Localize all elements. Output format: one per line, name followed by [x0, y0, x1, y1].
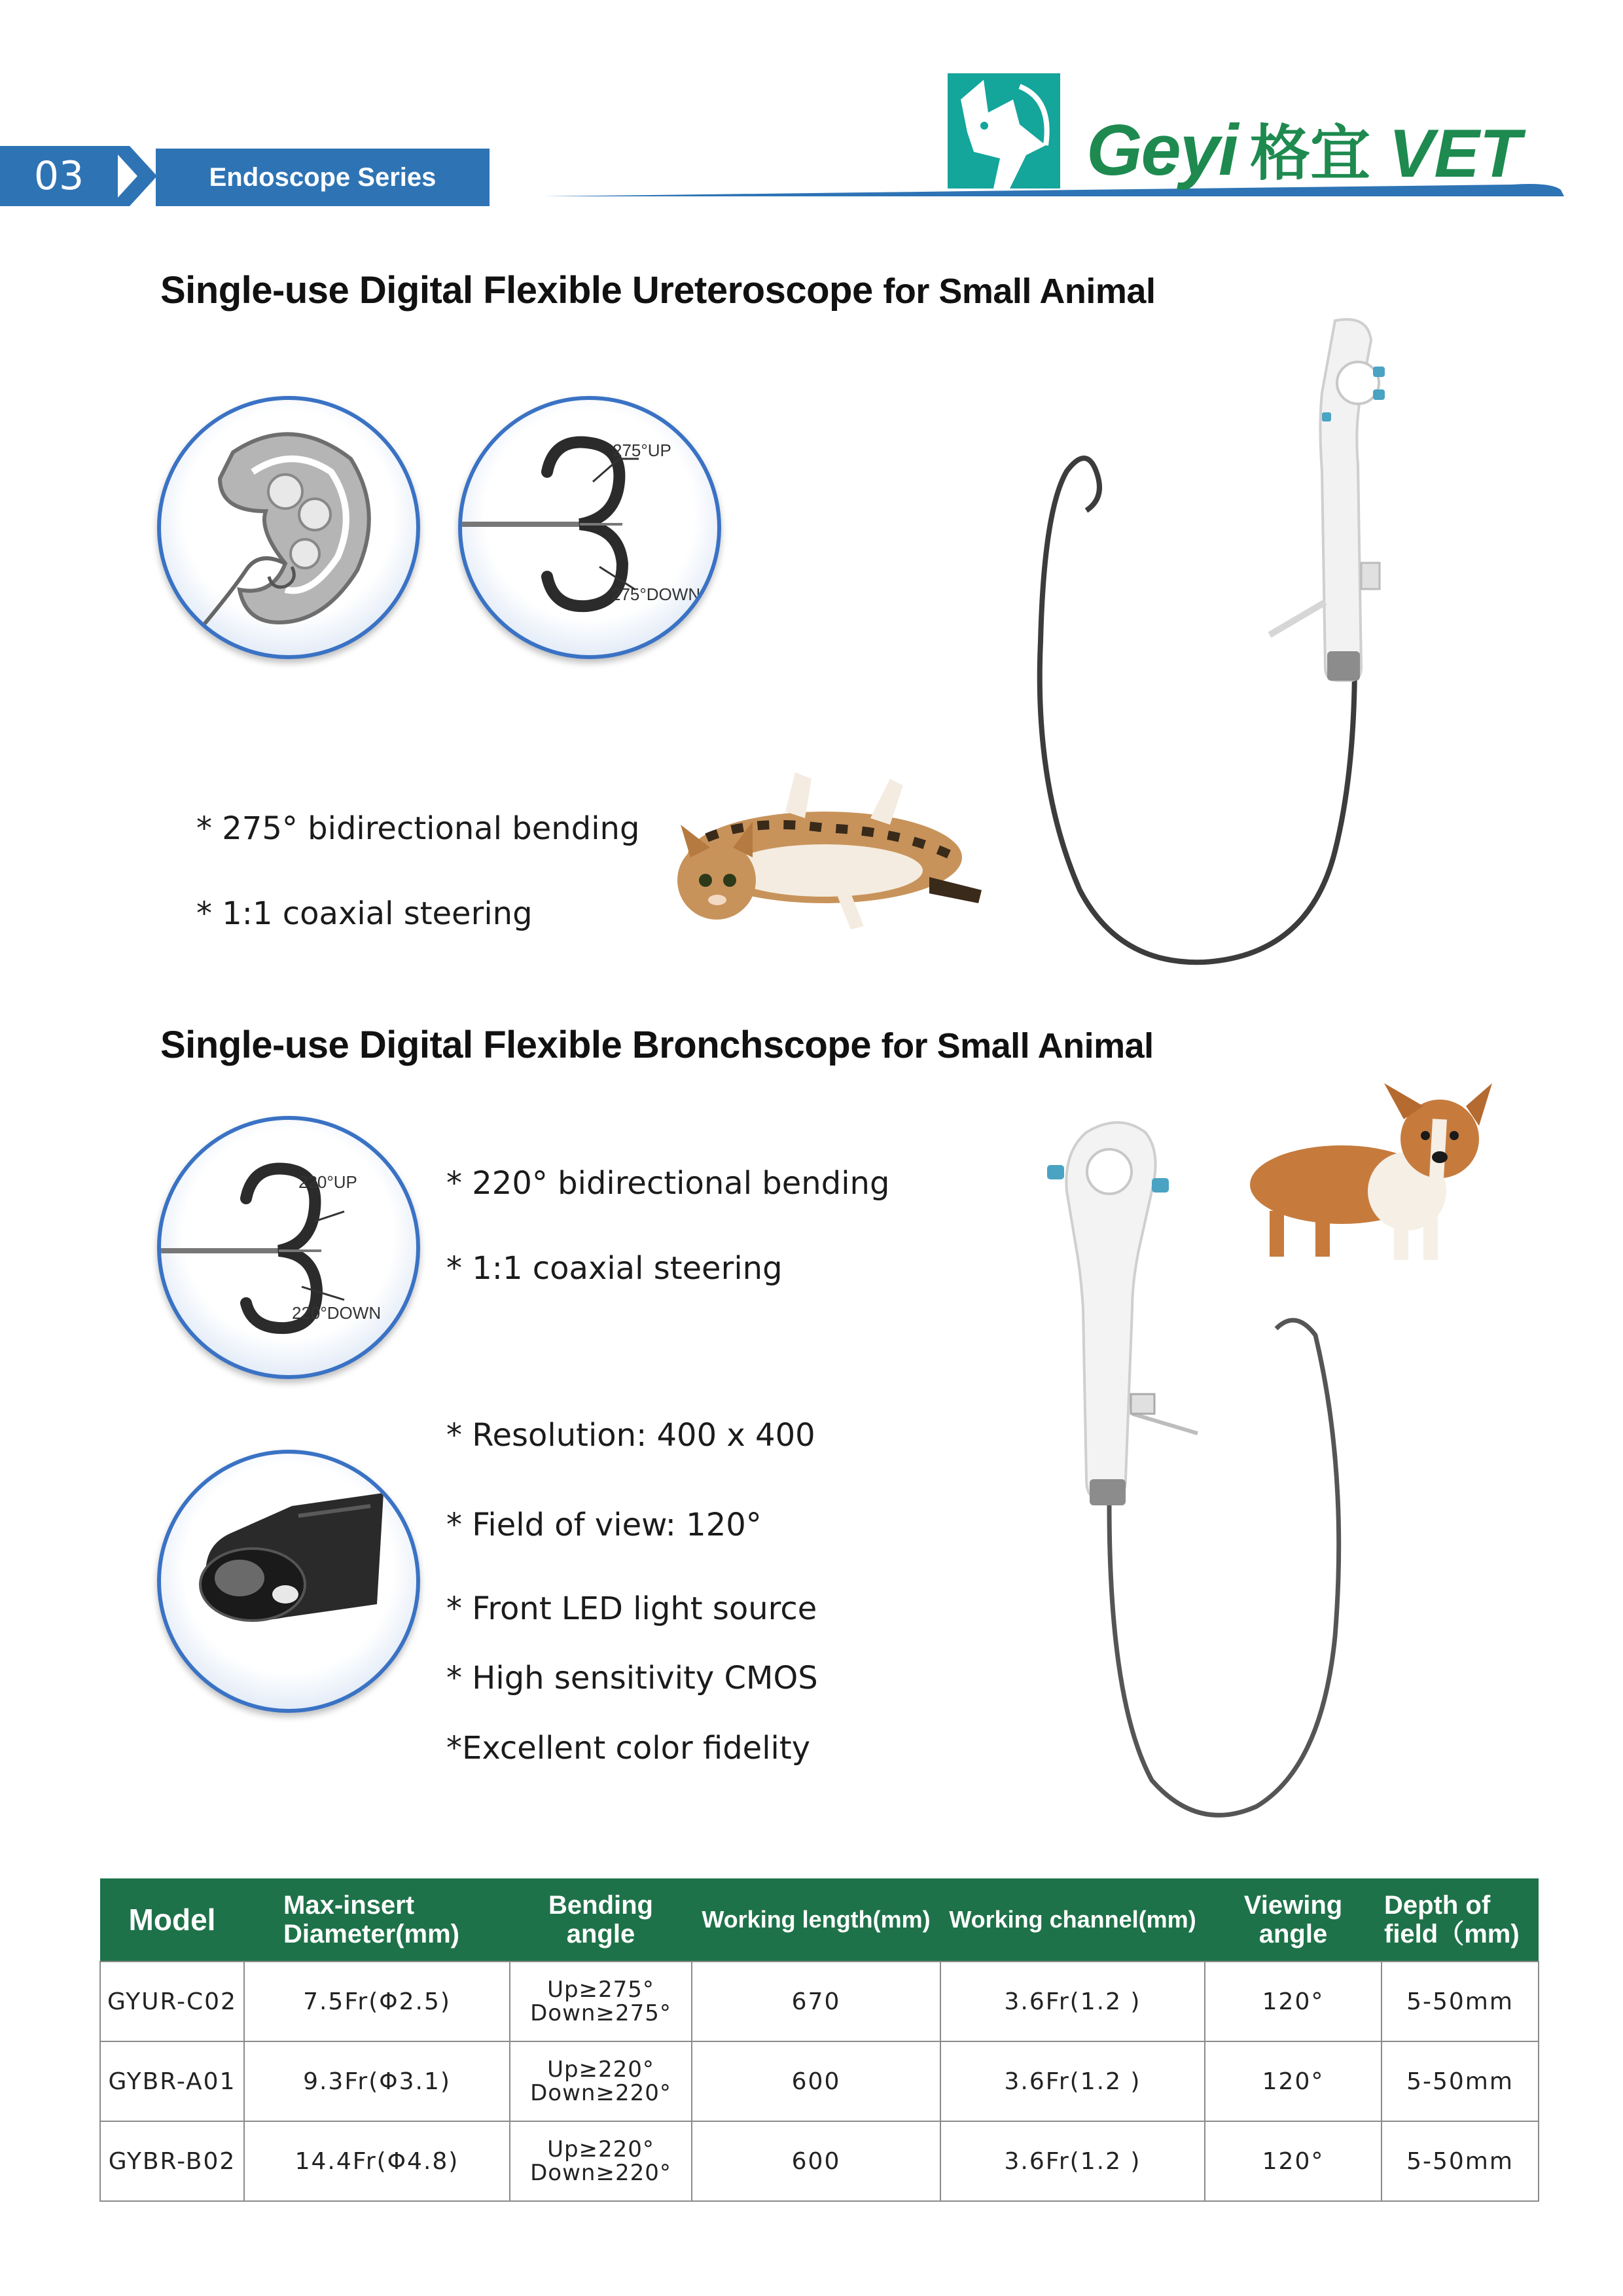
bending-curve-icon: [161, 1120, 416, 1375]
spec-table: [99, 1878, 1538, 2202]
cell-depth: 5-50mm: [1382, 2121, 1539, 2201]
table-row: [100, 2041, 1539, 2121]
logo-brand: Geyi: [1086, 110, 1238, 190]
cell-channel: 3.6Fr(1.2 ): [940, 2121, 1205, 2201]
bend-down: Down≥275°: [530, 2000, 671, 2026]
column-header: Working length(mm): [692, 1878, 940, 1962]
feature-item: * 1:1 coaxial steering: [196, 895, 533, 932]
ureteroscope-device-photo: [969, 314, 1466, 982]
bend-up: Up≥275°: [547, 1977, 654, 2003]
cell-diameter: 9.3Fr(Φ3.1): [244, 2041, 510, 2121]
bend-up: Up≥220°: [547, 2056, 654, 2083]
column-header: Bending angle: [510, 1878, 692, 1962]
cell-bending: [510, 2121, 692, 2201]
feature-item: * Resolution: 400 x 400: [446, 1417, 815, 1454]
cell-diameter: 14.4Fr(Φ4.8): [244, 2121, 510, 2201]
section2-title-main: Single-use Digital Flexible Bronchscope: [160, 1024, 871, 1066]
cell-viewing: 120°: [1205, 1962, 1382, 2041]
cell-channel: 3.6Fr(1.2 ): [940, 2041, 1205, 2121]
feature-item: * 1:1 coaxial steering: [446, 1250, 783, 1287]
feature-item: * 275° bidirectional bending: [196, 810, 640, 847]
bending-diagram-275: [458, 396, 721, 659]
table-row: [100, 2121, 1539, 2201]
section2-title: [160, 1023, 1154, 1067]
bend-down: Down≥220°: [530, 2080, 671, 2106]
cell-model: GYBR-B02: [100, 2121, 244, 2201]
feature-item: * 220° bidirectional bending: [446, 1165, 890, 1202]
cell-model: GYUR-C02: [100, 1962, 244, 2041]
feature-item: *Excellent color fidelity: [446, 1730, 811, 1767]
cell-channel: 3.6Fr(1.2 ): [940, 1962, 1205, 2041]
cell-bending: [510, 1962, 692, 2041]
bending-curve-icon: [462, 400, 717, 655]
kidney-icon: [161, 400, 416, 655]
cell-length: 670: [692, 1962, 940, 2041]
feature-item: * Front LED light source: [446, 1590, 817, 1627]
logo-suffix: VET: [1389, 116, 1522, 192]
column-header: Depth of field（mm): [1382, 1878, 1539, 1962]
cell-depth: 5-50mm: [1382, 2041, 1539, 2121]
cat-photo: [654, 766, 995, 936]
column-header: Model: [100, 1878, 244, 1962]
cell-viewing: 120°: [1205, 2121, 1382, 2201]
cell-model: GYBR-A01: [100, 2041, 244, 2121]
bend-up: Up≥220°: [547, 2136, 654, 2162]
column-header: Max-insert Diameter(mm): [244, 1878, 510, 1962]
column-header: Viewing angle: [1205, 1878, 1382, 1962]
section1-title-suffix: for Small Animal: [883, 272, 1156, 311]
kidney-illustration: [157, 396, 420, 659]
bending-diagram-220: [157, 1116, 420, 1379]
camera-lens-icon: [161, 1454, 416, 1709]
bend-up-label: 220°UP: [298, 1172, 357, 1192]
table-header-row: [100, 1878, 1539, 1962]
column-header: Working channel(mm): [940, 1878, 1205, 1962]
feature-item: * High sensitivity CMOS: [446, 1660, 818, 1696]
cell-length: 600: [692, 2121, 940, 2201]
cell-bending: [510, 2041, 692, 2121]
series-label: Endoscope Series: [156, 149, 490, 206]
logo-brand-cn: 格宜: [1250, 118, 1371, 188]
table-row: [100, 1962, 1539, 2041]
cell-viewing: 120°: [1205, 2041, 1382, 2121]
chevron-right-icon: [110, 146, 157, 206]
bend-down: Down≥220°: [530, 2160, 671, 2186]
section1-title-main: Single-use Digital Flexible Ureteroscope: [160, 269, 873, 312]
section2-title-suffix: for Small Animal: [881, 1026, 1154, 1066]
logo-icon: [948, 73, 1060, 188]
camera-tip-illustration: [157, 1450, 420, 1713]
bend-up-label: 275°UP: [613, 440, 671, 460]
section1-title: [160, 268, 1155, 312]
cell-diameter: 7.5Fr(Φ2.5): [244, 1962, 510, 2041]
bend-down-label: 220°DOWN: [292, 1303, 382, 1323]
dog-photo: [1243, 1080, 1505, 1270]
feature-item: * Field of view: 120°: [446, 1507, 762, 1543]
page-number: 03: [0, 146, 118, 206]
cell-length: 600: [692, 2041, 940, 2121]
bend-down-label: 275°DOWN: [611, 584, 701, 604]
cell-depth: 5-50mm: [1382, 1962, 1539, 2041]
